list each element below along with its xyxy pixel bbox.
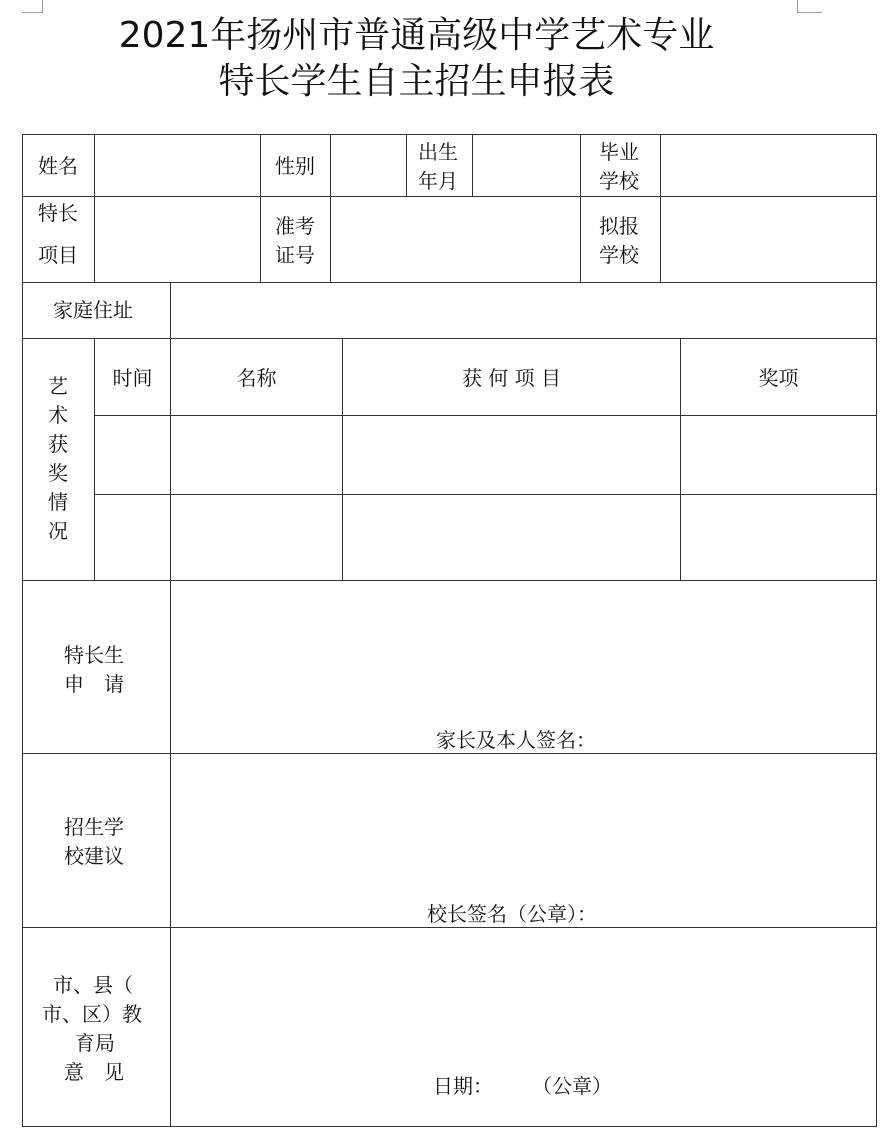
form-title-line-1: 2021年扬州市普通高级中学艺术专业	[118, 15, 715, 56]
gender-label: 性别	[275, 154, 315, 178]
name-input-cell[interactable]	[95, 135, 259, 195]
form-title-line-2: 特长学生自主招生申报表	[218, 61, 615, 102]
bureau-label-line-3: 育局	[75, 1031, 115, 1055]
birth-date-input-cell[interactable]	[473, 135, 579, 195]
awards-header-time: 时间	[112, 366, 153, 390]
exam-number-label-line-2: 证号	[275, 243, 315, 267]
exam-number-label-line-1: 准考	[275, 214, 315, 238]
column-divider	[406, 134, 407, 196]
name-label: 姓名	[38, 154, 78, 178]
awards-side-label-char: 况	[48, 519, 68, 543]
table-border-left	[22, 134, 23, 1126]
awards-side-label-char: 情	[48, 490, 68, 514]
target-school-label-line-1: 拟报	[599, 214, 639, 238]
principal-signature-label: 校长签名（公章）：	[427, 902, 597, 926]
awards-side-label-char: 术	[48, 403, 68, 427]
school-advice-label-line-2: 校建议	[64, 844, 124, 868]
table-border-right	[876, 134, 877, 1126]
official-stamp-label: （公章）	[532, 1074, 612, 1098]
awards-header-award: 奖项	[758, 366, 799, 390]
awards-side-label	[44, 372, 72, 546]
birth-label-line-2: 年月	[418, 169, 458, 193]
school-advice-label-line-1: 招生学	[64, 815, 124, 839]
gender-input-cell[interactable]	[331, 135, 405, 195]
birth-label-line-1: 出生	[418, 140, 458, 164]
column-divider	[260, 134, 261, 282]
home-address-label: 家庭住址	[53, 298, 133, 322]
application-label-line-2: 申 请	[64, 672, 124, 696]
awards-header-name: 名称	[236, 366, 277, 390]
bureau-opinion-input-cell[interactable]	[171, 928, 875, 1125]
bureau-label-line-2: 市、区）教	[42, 1002, 142, 1026]
page-corner-mark-right	[797, 0, 822, 13]
awards-side-label-char: 获	[48, 432, 68, 456]
target-school-label-line-2: 学校	[599, 243, 639, 267]
bureau-label-line-1: 市、县（	[53, 973, 133, 997]
awards-row-1[interactable]	[95, 416, 876, 493]
specialty-input-cell[interactable]	[95, 197, 259, 281]
parent-signature-label: 家长及本人签名：	[436, 728, 596, 752]
bureau-label-line-4: 意 见	[64, 1060, 124, 1084]
awards-side-label-char: 奖	[48, 461, 68, 485]
table-border-bottom	[22, 1126, 877, 1127]
awards-header-project: 获 何 项 目	[461, 366, 562, 390]
awards-side-label-char: 艺	[48, 374, 68, 398]
date-label: 日期：	[433, 1074, 493, 1098]
awards-row-2[interactable]	[95, 495, 876, 579]
graduation-school-label-line-1: 毕业	[599, 140, 639, 164]
specialty-label-line-2: 项目	[38, 243, 78, 267]
specialty-label-line-1: 特长	[38, 201, 78, 225]
graduation-school-input-cell[interactable]	[661, 135, 875, 195]
row-divider	[22, 338, 877, 339]
page-corner-mark-left	[22, 0, 43, 13]
home-address-input-cell[interactable]	[171, 283, 875, 337]
exam-number-input-cell[interactable]	[331, 197, 579, 281]
target-school-input-cell[interactable]	[661, 197, 875, 281]
column-divider	[580, 134, 581, 282]
graduation-school-label-line-2: 学校	[599, 169, 639, 193]
application-label-line-1: 特长生	[64, 643, 124, 667]
